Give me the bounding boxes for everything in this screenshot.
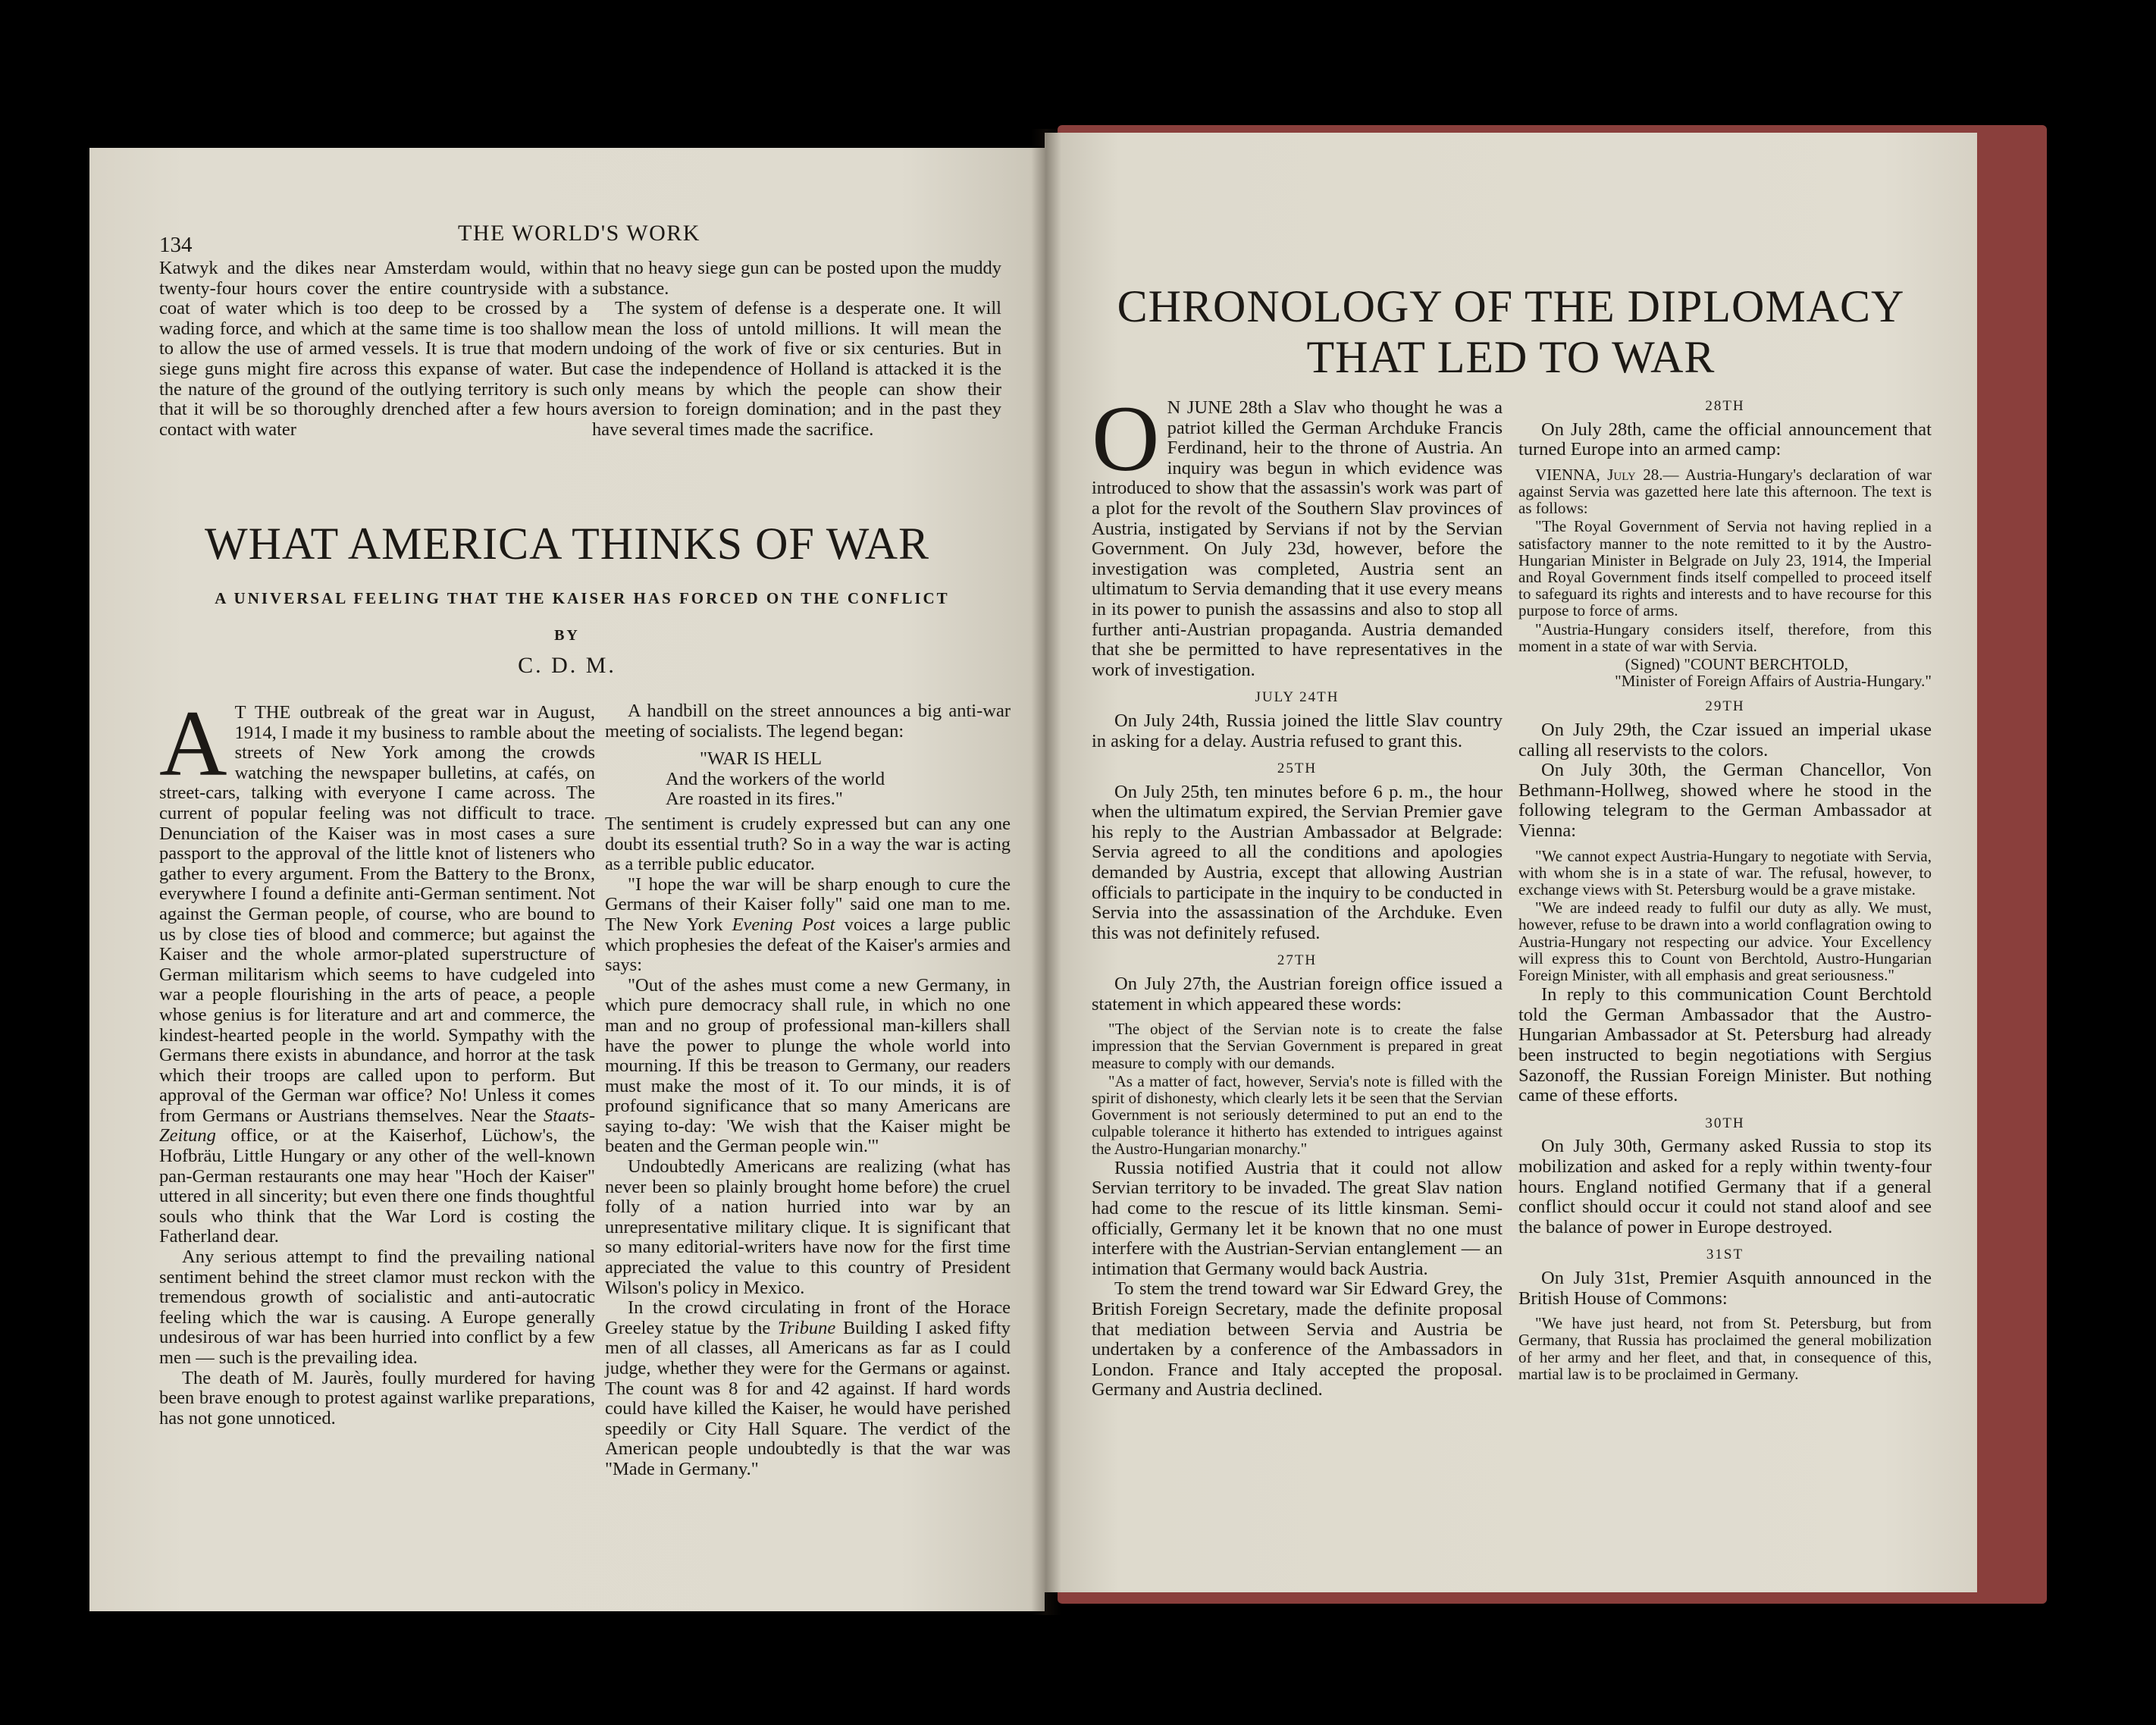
verse-block <box>666 749 1011 810</box>
col2-p1: A handbill on the street announces a big anti-war meeting of socialists. The legend began: <box>605 701 1011 742</box>
top-col2-p2: The system of defense is a desperate one. It will mean the loss of untold millions. It will mean the undoing of the work of five or six centuries. But in case the independence of Holland is attacked it is the only means by which the people can show their aversion to foreign domination; and in the past they have several times made the sacrifice. <box>592 298 1001 440</box>
r-25: On July 25th, ten minutes before 6 p. m., the hour when the ultimatum expired, the Servian Premier gave his reply to the Austrian Ambassador at Belgrade: Servia agreed to all the conditions and apologies demanded by Austria, except that allowing Austrian officials to participate in the inquiry to be conducted in Servia into the assassination of the Archduke. Even this was not definitely refused. <box>1092 781 1503 943</box>
col2-p4: "Out of the ashes must come a new Germany, in which pure democracy shall rule, in which no one man and no group of professional man-killers shall have the power to plunge the whole world into mourning. If this be treason to Germany, our readers must make the most of it. To our minds, it is of profound significance that so many Americans are saying to-day: 'We wish that the Kaiser might be beaten and the German people win.'" <box>605 974 1011 1157</box>
date-heading-31: 31ST <box>1706 1247 1744 1263</box>
col2-p3b: voices a large public which prophesies the defeat of the Kaiser's armies and says: <box>605 914 1011 976</box>
drop-cap-o: O <box>1092 387 1160 491</box>
col2-p3a: "I hope the war will be sharp enough to cure the Germans of their Kaiser folly" said one man to me. The New York <box>605 873 1011 935</box>
left-page <box>89 148 1045 1611</box>
r-29c: In reply to this communication Count Berchtold told the German Ambassador that the Austro-Hungarian Ambassador at St. Petersburg had already been instructed to begin negotiations with Sergius Sazonoff, the Russian Foreign Minister. But nothing came of these efforts. <box>1518 984 1932 1106</box>
book-gutter <box>1031 129 1061 1615</box>
date-heading-25: 25TH <box>1277 761 1318 777</box>
date-heading-27: 27TH <box>1277 952 1318 969</box>
right-page <box>1045 133 1977 1592</box>
col2-p2: The sentiment is crudely expressed but can any one doubt its essential truth? So in a way the war is acting as a terrible public educator. <box>605 813 1011 875</box>
r-27-quote-a: "The object of the Servian note is to create the false impression that the Servian Government is prepared in great measure to comply with our demands. <box>1092 1020 1503 1072</box>
top-col2-p1: that no heavy siege gun can be posted upon the muddy substance. <box>592 258 1001 299</box>
r-29-quote-a: "We cannot expect Austria-Hungary to negotiate with Servia, with whom she is in a state of war. The refusal, however, to exchange views with St. Petersburg would be a grave mistake. <box>1518 846 1932 899</box>
r-27c: To stem the trend toward war Sir Edward Grey, the British Foreign Secretary, made the definite proposal that mediation between Servia and Austria be undertaken by a conference of the Ambassadors in London. France and Italy accepted the proposal. Germany and Austria declined. <box>1092 1278 1503 1400</box>
r-27: On July 27th, the Austrian foreign office issued a statement in which appeared these words: <box>1092 974 1503 1015</box>
chronology-title-line-1: CHRONOLOGY OF THE DIPLOMACY <box>1117 281 1905 331</box>
chronology-title-line-2: THAT LED TO WAR <box>1306 332 1716 382</box>
signature-line-2: "Minister of Foreign Affairs of Austria-Hungary." <box>1615 672 1932 691</box>
col2-p6b: Building I asked fifty men of all classes, all Americans as far as I could judge, whether they were for the Germans or against. The count was 8 for and 42 against. If hard words could have killed the Kaiser, he would have perished speedily or City Hall Square. The verdict of the American people undoubtedly is that the war was "Made in Germany." <box>605 1317 1011 1479</box>
col2-italic-tribune: Tribune <box>777 1317 836 1338</box>
r-col1-p1: N JUNE 28th a Slav who thought he was a patriot killed the German Archduke Francis Ferdinand, heir to the throne of Austria. An inquiry was begun in which evidence was introduced to show that the assassin's work was part of a plot for the revolt of the Southern Slav provinces of Austria, instigated by Servians if not by the Servian Government. On July 23d, however, before the investigation was completed, Austria sent an ultimatum to Servia demanding that it use every means in its power to punish the assassins and also to stop all further anti-Austrian propaganda. Austria demanded that she be permitted to have representatives in the work of investigation. <box>1092 397 1503 680</box>
col1-italic-staats: Staats-Zeitung <box>159 1105 595 1146</box>
byline-author: C. D. M. <box>518 653 616 678</box>
chronology-column-1 <box>1092 387 1503 1400</box>
date-heading-28: 28TH <box>1705 398 1745 414</box>
top-column-2 <box>592 259 1001 440</box>
date-heading-july-24: JULY 24TH <box>1255 689 1340 706</box>
drop-cap-a: A <box>159 692 227 795</box>
r-29-quote-b: "We are indeed ready to fulfil our duty as ally. We must, however, refuse to be drawn into a world conflagration owing to Austria-Hungary not respecting our advice. Your Excellency will express this to Count von Berchtold, Austro-Hungarian Foreign Minister, with all emphasis and great seriousness." <box>1518 899 1932 984</box>
article-column-1 <box>159 692 595 1429</box>
col1-p3: The death of M. Jaurès, foully murdered for having been brave enough to protest against warlike preparations, has not gone unnoticed. <box>159 1367 595 1429</box>
verse-line-2: And the workers of the world <box>666 768 885 789</box>
article-column-2 <box>605 701 1011 1480</box>
chronology-column-2 <box>1518 397 1932 1384</box>
r-28-dateline: VIENNA, July 28. <box>1535 465 1663 484</box>
r-28: On July 28th, came the official announcement that turned Europe into an armed camp: <box>1518 419 1932 460</box>
top-column-1 <box>159 259 588 440</box>
r-july24: On July 24th, Russia joined the little Slav country in asking for a delay. Austria refused to grant this. <box>1092 710 1503 751</box>
col2-p6a: In the crowd circulating in front of the Horace Greeley statue by the <box>605 1297 1011 1338</box>
r-28-quote-c: "Austria-Hungary considers itself, therefore, from this moment in a state of war with Servia. <box>1518 619 1932 655</box>
r-30: On July 30th, Germany asked Russia to stop its mobilization and asked for a reply within twenty-four hours. England notified Germany that if a general conflict should occur it could not stand aloof and see the balance of power in Europe destroyed. <box>1518 1136 1932 1237</box>
running-head: THE WORLD'S WORK <box>458 221 700 246</box>
col1-p1: T THE outbreak of the great war in August, 1914, I made it my business to ramble about the streets of New York among the crowds watching the newspaper bulletins, at cafés, on street-cars, talking with everyone I came across. The current of popular feeling was not difficult to trace. Denunciation of the Kaiser was in most cases a sure passport to the approval of the little knot of listeners who gather to every argument. From the Battery to the Bronx, everywhere I found a definite anti-German sentiment. Not against the German people, of course, who are bound to us by close ties of blood and commerce; but against the Kaiser and the whole armor-plated superstructure of German militarism which seems to have cudgeled into war a people flourishing in the arts of peace, a people whose genius is for literature and art and commerce, the kindest-hearted people in the world. Sympathy with the Germans there exists in abundance, and horror at the task which their troops are called upon to perform. But approval of the German war office? No! Unless it comes from Germans or Austrians themselves. Near the <box>159 702 595 1126</box>
date-heading-30: 30TH <box>1705 1115 1745 1131</box>
page-number: 134 <box>159 233 193 257</box>
top-col1-text: Katwyk and the dikes near Amsterdam would, within twenty-four hours cover the entire countryside with a coat of water which is too deep to be crossed by a wading force, and which at the same time is too shallow to allow the use of armed vessels. It is true that modern siege guns might fire across this expanse of water. But the nature of the ground of the outlying territory is such that it will be so thoroughly drenched after a few hours contact with water <box>159 258 588 440</box>
r-29a: On July 29th, the Czar issued an imperial ukase calling all reservists to the colors. <box>1518 720 1932 761</box>
r-28-quote-b: "The Royal Government of Servia not having replied in a satisfactory manner to the note remitted to it by the Austro-Hungarian Minister in Belgrade on July 23, 1914, the Imperial and Royal Government finds itself compelled to proceed itself to safeguard its rights and interests and to have recourse for this purpose to force of arms. <box>1518 517 1932 620</box>
col1-p2: Any serious attempt to find the prevailing national sentiment behind the street clamor must reckon with the tremendous growth of socialistic and anti-autocratic feeling which the war is causing. A Europe generally undesirous of war has been hurried into conflict by a few men — such is the prevailing idea. <box>159 1247 595 1368</box>
r-27-quote-b: "As a matter of fact, however, Servia's note is filled with the spirit of dishonesty, which clearly lets it be seen that the Servian Government is not seriously determined to put an end to the culpable tolerance it hitherto has extended to intrigues against the Austro-Hungarian monarchy." <box>1092 1071 1503 1158</box>
verse-line-1: "WAR IS HELL <box>700 748 823 770</box>
r-28-quote-a: — Austria-Hungary's declaration of war against Servia was gazetted here late this afternoon. The text is as follows: <box>1518 465 1932 518</box>
article-subtitle: A UNIVERSAL FEELING THAT THE KAISER HAS FORCED ON THE CONFLICT <box>215 589 950 607</box>
byline-by: BY <box>554 627 580 644</box>
col1-p1-rest: office, or at the Kaiserhof, Lüchow's, the Hofbräu, Little Hungary or any other of the well-known pan-German restaurants one may hear "Hoch der Kaiser" uttered in all sincerity; but even there one finds thoughtful souls who think that the War Lord is costing the Fatherland dear. <box>159 1125 595 1247</box>
r-31: On July 31st, Premier Asquith announced in the British House of Commons: <box>1518 1267 1932 1309</box>
date-heading-29: 29TH <box>1705 698 1745 715</box>
r-29b: On July 30th, the German Chancellor, Von Bethmann-Hollweg, showed where he stood in the following telegram to the German Ambassador at Vienna: <box>1518 760 1932 841</box>
verse-line-3: Are roasted in its fires." <box>666 789 843 810</box>
r-27b: Russia notified Austria that it could not allow Servian territory to be invaded. The great Slav nation had come to the rescue of its little kinsman. Semi-officially, Germany let it be known that no one must interfere with the Austrian-Servian entanglement — an intimation that Germany would back Austria. <box>1092 1157 1503 1279</box>
r-31-quote: "We have just heard, not from St. Petersburg, but from Germany, that Russia has proclaimed the general mobilization of her army and her fleet, and that, in consequence of this, martial law is to be proclaimed in Germany. <box>1518 1314 1932 1383</box>
article-title: WHAT AMERICA THINKS OF WAR <box>204 519 930 569</box>
col2-p5: Undoubtedly Americans are realizing (what has never been so plainly brought home before) the cruel folly of a nation hurried into war by an unrepresentative military clique. It is significant that so many editorial-writers have now for the first time appreciated the value to this country of President Wilson's policy in Mexico. <box>605 1156 1011 1298</box>
signature-line-1: (Signed) "COUNT BERCHTOLD, <box>1625 655 1848 674</box>
col2-italic-post: Evening Post <box>732 914 835 935</box>
